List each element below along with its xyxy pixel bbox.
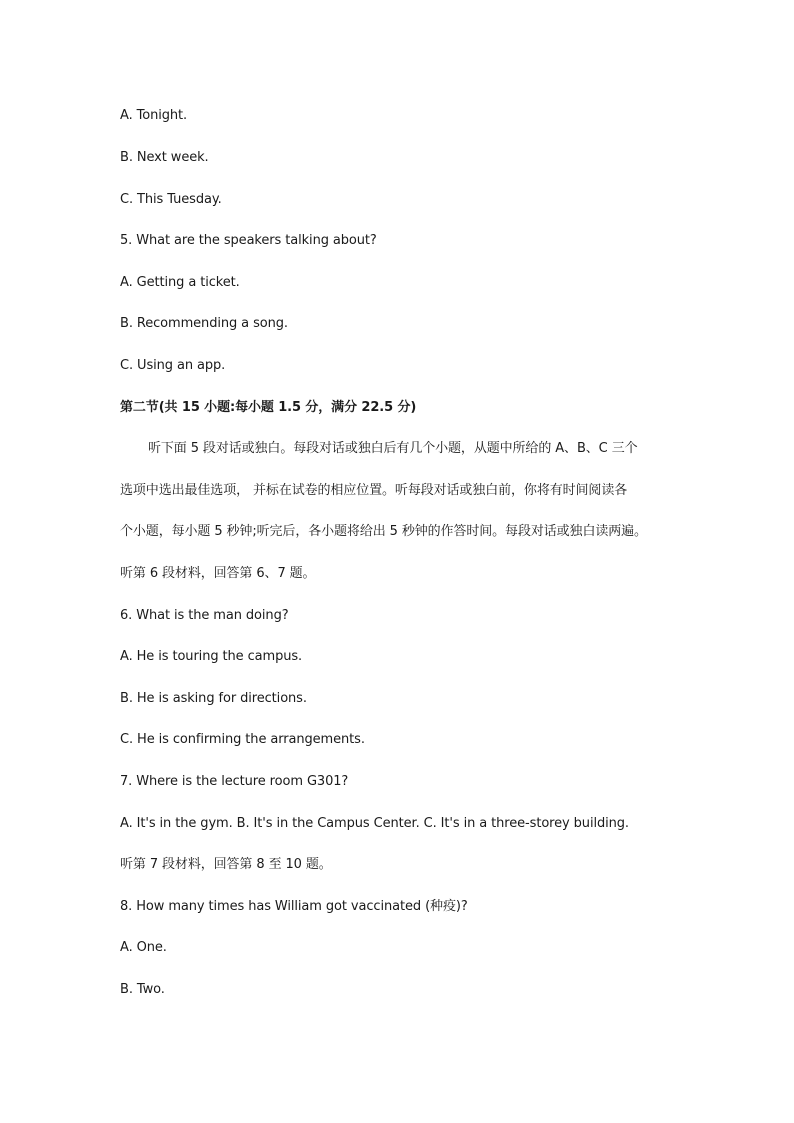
option-4b: B. Next week. xyxy=(120,150,209,165)
question-5: 5. What are the speakers talking about? xyxy=(120,233,377,248)
question-6: 6. What is the man doing? xyxy=(120,608,289,623)
option-8a: A. One. xyxy=(120,940,167,955)
section-heading: 第二节(共 15 小题:每小题 1.5 分，满分 22.5 分) xyxy=(120,400,417,415)
option-4c: C. This Tuesday. xyxy=(120,192,222,207)
instructions-line-3: 个小题，每小题 5 秒钟;听完后，各小题将给出 5 秒钟的作答时间。每段对话或独白读两遍。 xyxy=(120,524,647,539)
option-6b: B. He is asking for directions. xyxy=(120,691,307,706)
option-4a: A. Tonight. xyxy=(120,108,188,123)
option-8b: B. Two. xyxy=(120,982,165,997)
option-5c: C. Using an app. xyxy=(120,358,226,373)
instructions-line-1: 听下面 5 段对话或独白。每段对话或独白后有几个小题，从题中所给的 A、B、C 三个 xyxy=(148,441,638,456)
question-8: 8. How many times has William got vaccinated (种疫)? xyxy=(120,899,468,914)
option-5a: A. Getting a ticket. xyxy=(120,275,240,290)
material-7-note: 听第 7 段材料，回答第 8 至 10 题。 xyxy=(120,857,332,872)
option-6a: A. He is touring the campus. xyxy=(120,649,303,664)
option-5b: B. Recommending a song. xyxy=(120,316,288,331)
material-6-note: 听第 6 段材料，回答第 6、7 题。 xyxy=(120,566,316,581)
instructions-line-2: 选项中选出最佳选项， 并标在试卷的相应位置。听每段对话或独白前，你将有时间阅读各 xyxy=(120,483,628,498)
question-7: 7. Where is the lecture room G301? xyxy=(120,774,349,789)
option-6c: C. He is confirming the arrangements. xyxy=(120,732,365,747)
options-7: A. It's in the gym. B. It's in the Campus Center. C. It's in a three-storey building. xyxy=(120,816,629,831)
